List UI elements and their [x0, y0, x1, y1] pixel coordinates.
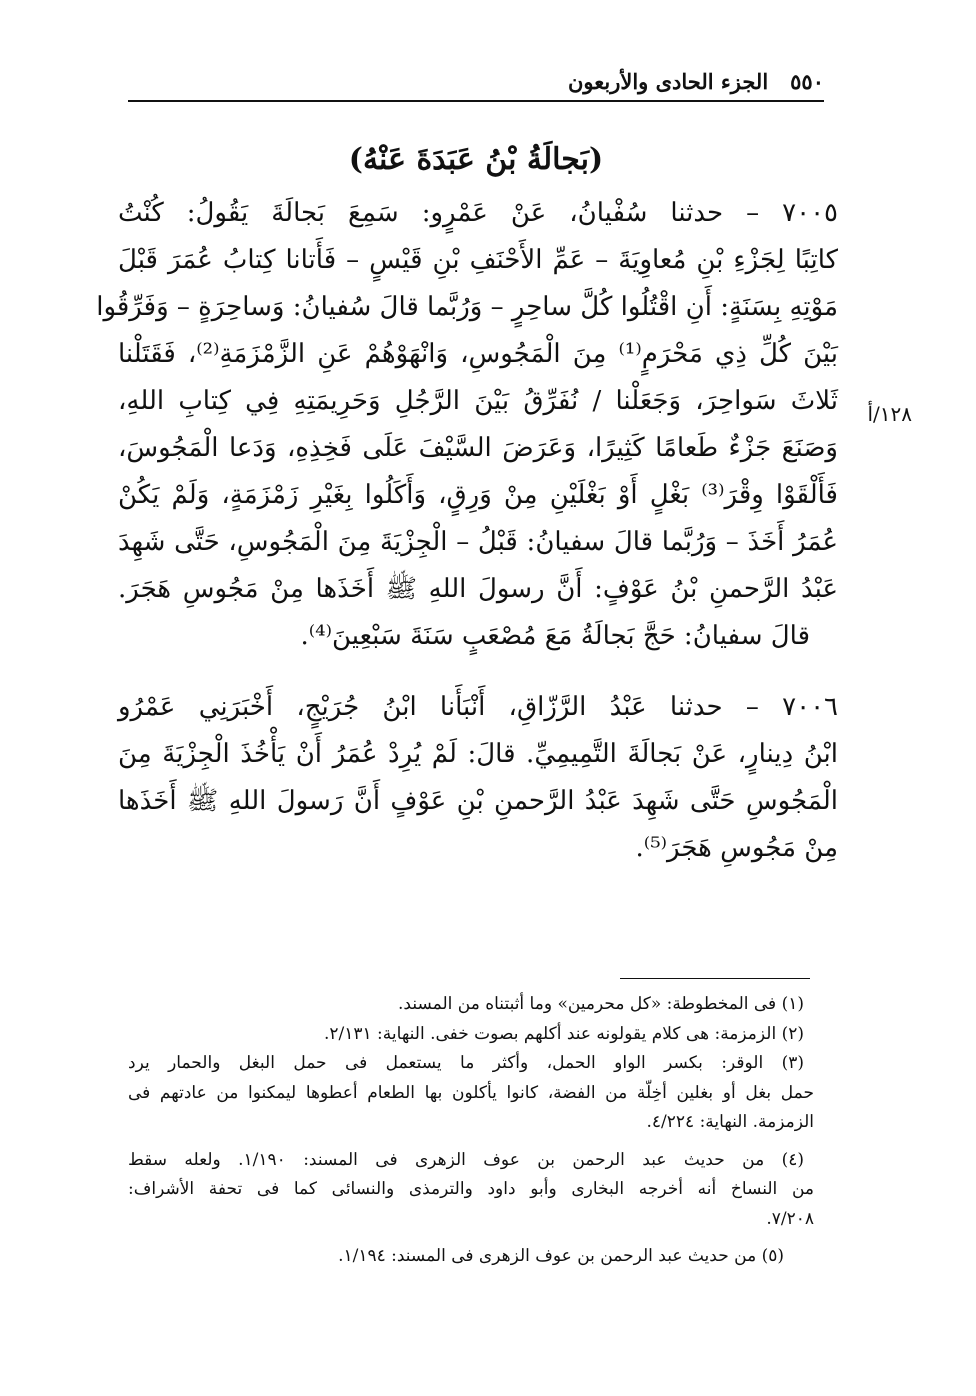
hadith-7006 — [118, 684, 838, 872]
manuscript-folio-note: ١٢٨/أ — [867, 402, 912, 426]
running-header-title: الجزء الحادى والأربعون — [567, 68, 769, 94]
text-line: الْمَجُوسِ حَتَّى شَهِدَ عَبْدُ الرَّحمنِ بْنِ عَوْفٍ أَنَّ رَسولَ اللهِ ﷺ أَخَذَها — [118, 786, 838, 816]
section-title: (بَجالَةُ بْنُ عَبَدَةَ عَنْهُ) — [348, 142, 604, 177]
text-line: ثَلاثَ سَواحِرَ، وَجَعَلْنا / نُفَرِّقُ بَيْنَ الرَّجُلِ وَحَرِيمَتِهِ فِي كِتابِ اللهِ، — [118, 386, 838, 416]
text-line: مِنْ مَجُوسِ هَجَرَ⁽⁵⁾. — [635, 833, 838, 863]
text-line: ابْنُ دِينارٍ، عَنْ بَجالَةَ التَّمِيمِيِّ. قالَ: لَمْ يُرِدْ عُمَرُ أَنْ يَأْخُذَ الْجِزْيَةَ مِنَ — [118, 739, 838, 769]
text-line: ٧٠٠٦ – حدثنا عَبْدُ الرَّزّاقِ، أَنْبَأَنا ابْنُ جُرَيْجٍ، أَخْبَرَنِي عَمْرُو — [118, 692, 838, 722]
footnote-1: (١) فى المخطوطة: «كل محرمين» وما أثبتناه من المسند. — [398, 994, 804, 1014]
text-line: عَبْدُ الرَّحمنِ بْنُ عَوْفٍ: أَنَّ رسولَ اللهِ ﷺ أَخَذَها مِنْ مَجُوسِ هَجَرَ. — [118, 574, 838, 604]
footnote-4-continued: من النساخ أنه أخرجه البخارى وأبو داود والترمذى والنسائى كما فى تحفة الأشراف: — [128, 1179, 814, 1199]
footnote-3: (٣) الوقر: بكسر الواو الحمل، وأكثر ما يستعمل فى حمل البغل والحمار يرد — [128, 1053, 804, 1073]
footnote-4: (٤) من حديث عبد الرحمن بن عوف الزهرى فى المسند: ١/١٩٠. ولعله سقط — [128, 1149, 804, 1170]
text-line: وَصَنَعَ جَزْءٌ طَعامًا كَثِيرًا، وَعَرَضَ السَّيْفَ عَلَى فَخِذِهِ، وَدَعا الْمَجُوسَ، — [118, 433, 838, 463]
footnotes — [128, 990, 814, 1272]
text-line: قالَ سفيانُ: حَجَّ بَجالَةُ مَعَ مُصْعَبٍ سَنَةَ سَبْعِينَ⁽⁴⁾. — [300, 621, 810, 651]
text-line: بَيْنَ كُلِّ ذِي مَحْرَمٍ⁽¹⁾ مِنَ الْمَجُوسِ، وَانْهَوْهُمْ عَنِ الزَّمْزَمَةِ⁽²⁾، فَقَتَلْنا — [118, 339, 838, 369]
footnote-4-continued: ٧/٢٠٨. — [766, 1208, 814, 1229]
running-header — [128, 62, 824, 100]
page-number: ٥٥٠ — [790, 68, 824, 94]
text-line: عُمَرُ أَخَذَ – وَرُبَّما قالَ سفيانُ: قَبْلُ – الْجِزْيَةَ مِنَ الْمَجُوسِ، حَتَّى شَهِدَ — [118, 527, 838, 557]
text-line: مَوْتِهِ بِسَنَةٍ: أَنِ اقْتُلُوا كُلَّ ساحِرٍ – وَرُبَّما قالَ سُفيانُ: وَساحِرَةٍ – وَفَرِّقُوا — [96, 292, 838, 322]
footnote-3-continued: حمل بغل أو بغلين أخِلّة من الفضة، كانوا يأكلون بها الطعام أعطوها ليمكنوا من عادتهم فى — [128, 1082, 814, 1103]
footnote-divider — [620, 978, 810, 979]
footnote-5: (٥) من حديث عبد الرحمن بن عوف الزهرى فى المسند: ١/١٩٤. — [338, 1246, 784, 1266]
text-line: فَأَلْقَوْا وِقْرَ⁽³⁾ بَغْلٍ أَوْ بَغْلَيْنِ مِنْ وَرِقٍ، وَأَكَلُوا بِغَيْرِ زَمْزَمَةٍ، وَلَمْ يَكُنْ — [118, 480, 838, 510]
footnote-2: (٢) الزمزمة: هى كلام يقولونه عند أكلهم بصوت خفى. النهاية: ٢/١٣١. — [323, 1023, 804, 1044]
footnote-3-continued: الزمزمة. النهاية: ٤/٢٢٤. — [646, 1112, 814, 1132]
text-line: كاتِبًا لِجَزْءِ بْنِ مُعاوِيَةَ – عَمِّ الأَحْنَفِ بْنِ قَيْسٍ – فَأَتانا كِتابُ عُمَرَ قَبْلَ — [118, 245, 838, 275]
header-divider — [128, 100, 824, 102]
text-line: ٧٠٠٥ – حدثنا سُفْيانُ، عَنْ عَمْرٍو: سَمِعَ بَجالَةَ يَقُولُ: كُنْتُ — [118, 198, 838, 228]
hadith-7005 — [96, 190, 838, 660]
